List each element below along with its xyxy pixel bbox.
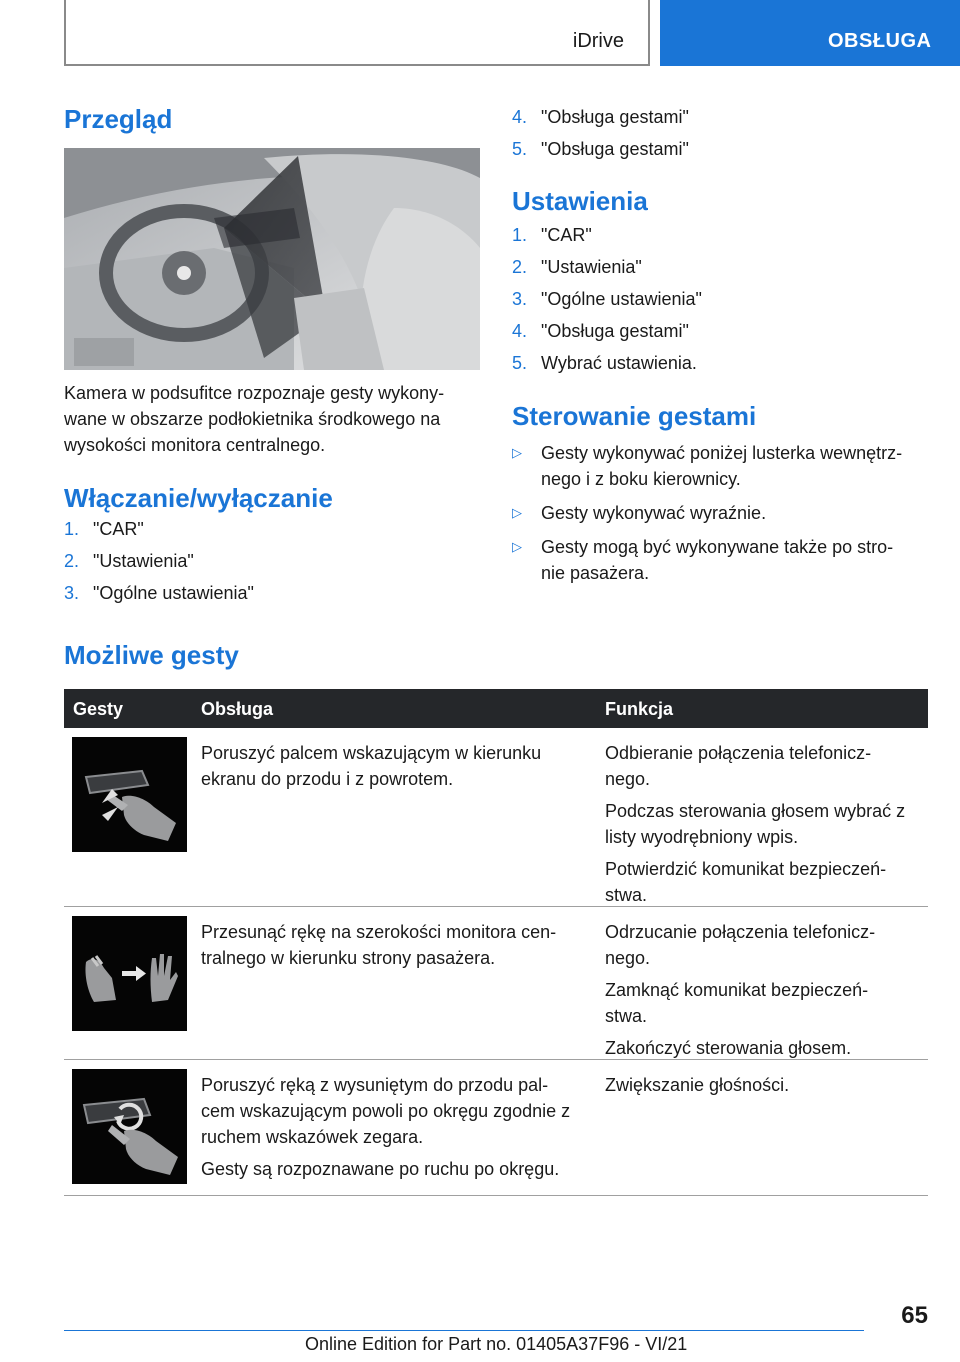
finger-push-icon <box>72 737 187 852</box>
list-item: ▷ Gesty wykonywać wyraźnie. <box>512 500 928 526</box>
column-header-function: Funkcja <box>605 699 674 719</box>
function-cell: Odbieranie połączenia telefonicz- nego. Podczas sterowania głosem wybrać z listy wyodrębniony wpis. Potwierdzić komunikat bezpieczeń- stwa. <box>605 743 906 905</box>
list-item: 2. "Ustawienia" <box>64 551 194 571</box>
table-header <box>64 689 928 728</box>
column-header-operation: Obsługa <box>201 699 274 719</box>
header-chapter-tab <box>660 0 960 66</box>
function-cell: Odrzucanie połączenia telefonicz- nego. Zamknąć komunikat bezpieczeń- stwa. Zakończyć sterowania głosem. <box>605 922 876 1058</box>
operation-cell: Przesunąć rękę na szerokości monitora cen- tralnego w kierunku strony pasażera. <box>201 922 557 968</box>
gesture-control-bullets <box>512 440 928 594</box>
onoff-steps <box>64 513 254 609</box>
page-number: 65 <box>901 1302 928 1329</box>
table-row <box>64 907 928 1060</box>
heading-onoff: Włączanie/wyłączanie <box>64 483 333 513</box>
table-row <box>64 728 928 907</box>
bullet-triangle-icon: ▷ <box>512 445 522 460</box>
operation-cell: Poruszyć ręką z wysuniętym do przodu pal- cem wskazującym powoli po okręgu zgodnie z ruchem wskazówek zegara. Gesty są rozpoznawane po ruchu po okręgu. <box>201 1075 571 1179</box>
table-row <box>64 1060 928 1196</box>
heading-overview: Przegląd <box>64 104 173 134</box>
list-item: 4. "Obsługa gestami" <box>512 107 689 127</box>
header-section-label: iDrive <box>572 30 624 52</box>
list-item: ▷ Gesty mogą być wykonywane także po stro- nie pasażera. <box>512 534 928 586</box>
settings-steps <box>512 219 702 379</box>
list-item: 5. Wybrać ustawienia. <box>512 353 697 373</box>
onoff-steps-continued <box>512 101 689 165</box>
header-chapter-label: OBSŁUGA <box>828 30 932 52</box>
footer-divider <box>64 1330 864 1331</box>
column-header-gestures: Gesty <box>73 699 124 719</box>
bullet-triangle-icon: ▷ <box>512 539 522 554</box>
list-item: 5. "Obsługa gestami" <box>512 139 689 159</box>
list-item: 3. "Ogólne ustawienia" <box>512 289 702 309</box>
gestures-table <box>64 689 928 1196</box>
list-item: ▷ Gesty wykonywać poniżej lusterka wewnętrz- nego i z boku kierownicy. <box>512 440 928 492</box>
operation-cell: Poruszyć palcem wskazującym w kierunku ekranu do przodu i z powrotem. <box>201 743 542 789</box>
hand-swipe-icon <box>72 916 187 1031</box>
footer-edition: Online Edition for Part no. 01405A37F96 - VI/21 <box>305 1334 688 1354</box>
car-interior-camera-illustration <box>64 148 480 370</box>
list-item: 3. "Ogólne ustawienia" <box>64 583 254 603</box>
heading-gesture-control: Sterowanie gestami <box>512 401 757 431</box>
heading-settings: Ustawienia <box>512 186 648 216</box>
function-cell: Zwiększanie głośności. <box>605 1075 790 1095</box>
finger-circle-icon <box>72 1069 187 1184</box>
list-item: 1. "CAR" <box>64 519 144 539</box>
list-item: 1. "CAR" <box>512 225 592 245</box>
header-frame <box>64 0 650 66</box>
bullet-triangle-icon: ▷ <box>512 505 522 520</box>
heading-possible-gestures: Możliwe gesty <box>64 640 239 670</box>
overview-caption: Kamera w podsufitce rozpoznaje gesty wykony- wane w obszarze podłokietnika środkowego na wysokości monitora centralnego. <box>64 383 445 455</box>
list-item: 2. "Ustawienia" <box>512 257 642 277</box>
list-item: 4. "Obsługa gestami" <box>512 321 689 341</box>
